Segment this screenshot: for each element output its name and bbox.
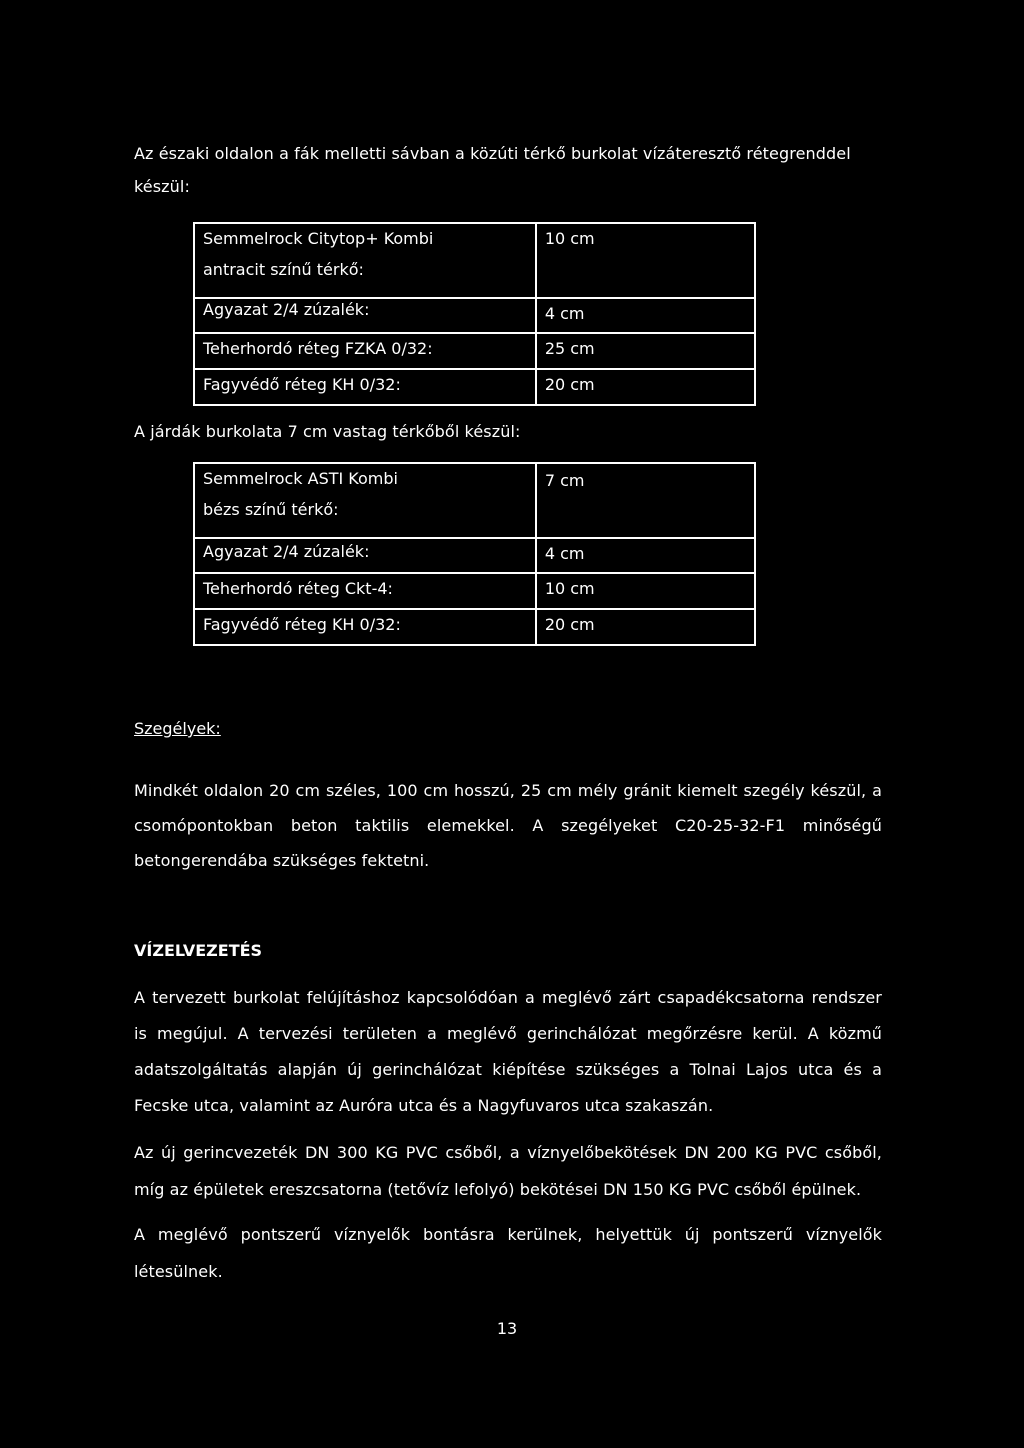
- page-number: 13: [496, 1319, 518, 1338]
- layer-name-cell: Teherhordó réteg Ckt-4:: [194, 573, 536, 609]
- table-row: [194, 223, 755, 298]
- drainage-heading: VÍZELVEZETÉS: [134, 941, 263, 960]
- layer-name-cell: Fagyvédő réteg KH 0/32:: [194, 609, 536, 645]
- table-row: [194, 369, 755, 405]
- layer-name-cell: [194, 463, 536, 538]
- layer-name-cell: [194, 223, 536, 298]
- layer-thickness-cell: 4 cm: [536, 538, 755, 573]
- layer-thickness-cell: 20 cm: [536, 369, 755, 405]
- layer-name-line: Semmelrock ASTI Kombi: [203, 469, 398, 488]
- intro-north-paragraph: Az északi oldalon a fák melletti sávban a közúti térkő burkolat vízáteresztő rétegrenddel készül:: [134, 144, 851, 196]
- drainage-paragraph-1: A tervezett burkolat felújításhoz kapcsolódóan a meglévő zárt csapadékcsatorna rendszer is megújul. A tervezési területen a meglévő gerinchálózat megőrzésre kerül. A közmű adatszolgáltatás alapján új gerinchálózat kiépítése szükséges a Tolnai Lajos utca és a Fecske utca, valamint az Auróra utca és a Nagyfuvaros utca szakaszán.: [134, 988, 882, 1115]
- layer-thickness-cell: 7 cm: [536, 463, 755, 538]
- layer-name-line: antracit színű térkő:: [203, 260, 364, 279]
- sidewalk-layer-table: [193, 462, 756, 646]
- layer-thickness-cell: 10 cm: [536, 223, 755, 298]
- table-row: [194, 538, 755, 573]
- layer-thickness-cell: 4 cm: [536, 298, 755, 333]
- table-row: [194, 463, 755, 538]
- layer-name-cell: Fagyvédő réteg KH 0/32:: [194, 369, 536, 405]
- layer-name-cell: Agyazat 2/4 zúzalék:: [194, 298, 536, 333]
- layer-name-line: Semmelrock Citytop+ Kombi: [203, 229, 434, 248]
- layer-name-line: bézs színű térkő:: [203, 500, 339, 519]
- layer-name-cell: Agyazat 2/4 zúzalék:: [194, 538, 536, 573]
- intro-sidewalk-paragraph: A járdák burkolata 7 cm vastag térkőből készül:: [134, 422, 521, 441]
- drainage-paragraph-2: Az új gerincvezeték DN 300 KG PVC csőből, a víznyelőbekötések DN 200 KG PVC csőből, míg az épületek ereszcsatorna (tetővíz lefolyó) bekötései DN 150 KG PVC csőből épülnek.: [134, 1143, 882, 1199]
- layer-thickness-cell: 25 cm: [536, 333, 755, 369]
- layer-thickness-cell: 20 cm: [536, 609, 755, 645]
- drainage-paragraph-3: A meglévő pontszerű víznyelők bontásra kerülnek, helyettük új pontszerű víznyelők létesülnek.: [134, 1225, 882, 1281]
- curbs-paragraph: Mindkét oldalon 20 cm széles, 100 cm hosszú, 25 cm mély gránit kiemelt szegély készül, a csomópontokban beton taktilis elemekkel. A szegélyeket C20-25-32-F1 minőségű betongerendába szükséges fektetni.: [134, 781, 882, 870]
- table-row: [194, 573, 755, 609]
- table-row: [194, 298, 755, 333]
- layer-thickness-cell: 10 cm: [536, 573, 755, 609]
- road-layer-table: [193, 222, 756, 406]
- table-row: [194, 609, 755, 645]
- layer-name-cell: Teherhordó réteg FZKA 0/32:: [194, 333, 536, 369]
- table-row: [194, 333, 755, 369]
- curbs-heading: Szegélyek:: [134, 719, 221, 738]
